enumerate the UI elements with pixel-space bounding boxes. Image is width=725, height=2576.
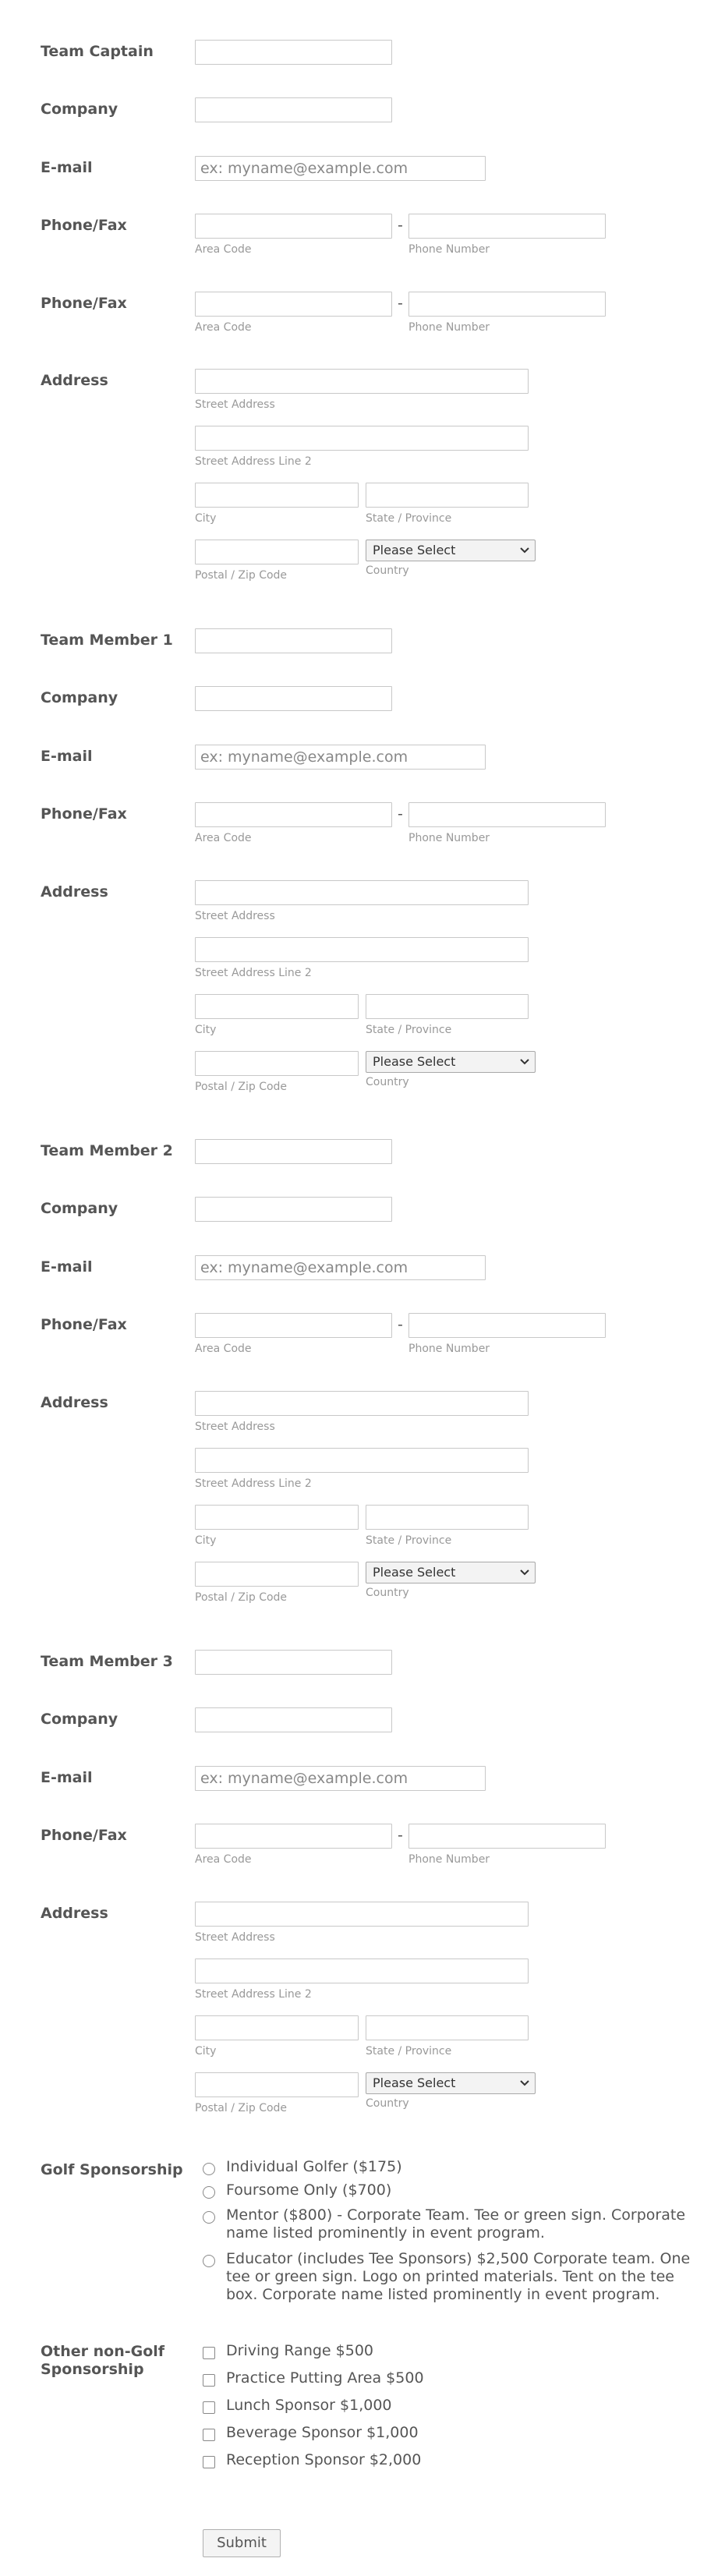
captain-fax-area-code-input[interactable] [195, 292, 392, 317]
street-sublabel: Street Address [195, 398, 275, 411]
nongolf-option-3-label[interactable]: Lunch Sponsor $1,000 [226, 2397, 392, 2414]
member3-phone-number-input[interactable] [408, 1824, 606, 1849]
area-code-sublabel: Area Code [195, 1343, 252, 1355]
captain-fax-number-input[interactable] [408, 292, 606, 317]
golf-option-3-radio[interactable] [203, 2211, 215, 2224]
phone-number-sublabel: Phone Number [408, 1343, 490, 1355]
select-value: Please Select [373, 543, 456, 557]
zip-sublabel: Postal / Zip Code [195, 2102, 288, 2114]
member2-email-input[interactable]: ex: myname@example.com [195, 1255, 486, 1280]
member2-email-label: E-mail [41, 1258, 93, 1276]
street-sublabel: Street Address [195, 910, 275, 922]
city-sublabel: City [195, 1024, 217, 1036]
zip-sublabel: Postal / Zip Code [195, 1591, 288, 1604]
team-member-1-input[interactable] [195, 628, 392, 653]
golf-sponsorship-label: Golf Sponsorship [41, 2161, 183, 2178]
captain-email-input[interactable]: ex: myname@example.com [195, 156, 486, 181]
member3-state-input[interactable] [366, 2015, 529, 2040]
captain-city-input[interactable] [195, 483, 359, 508]
captain-country-select[interactable] [366, 540, 536, 561]
member1-phone-label: Phone/Fax [41, 805, 127, 823]
member3-email-label: E-mail [41, 1769, 93, 1786]
member2-city-input[interactable] [195, 1505, 359, 1530]
member1-city-input[interactable] [195, 994, 359, 1019]
member2-state-input[interactable] [366, 1505, 529, 1530]
phone-separator: - [398, 1316, 403, 1333]
street2-sublabel: Street Address Line 2 [195, 455, 312, 468]
phone-separator: - [398, 295, 403, 312]
member1-address-label: Address [41, 883, 108, 901]
member1-company-label: Company [41, 689, 118, 706]
nongolf-option-2-checkbox[interactable] [203, 2374, 215, 2387]
nongolf-option-1-checkbox[interactable] [203, 2347, 215, 2359]
member2-address-label: Address [41, 1394, 108, 1411]
golf-option-2-radio[interactable] [203, 2186, 215, 2199]
nongolf-option-2-label[interactable]: Practice Putting Area $500 [226, 2369, 424, 2387]
member1-zip-input[interactable] [195, 1051, 359, 1076]
member1-street2-input[interactable] [195, 937, 529, 962]
member1-email-input[interactable]: ex: myname@example.com [195, 745, 486, 770]
phone-number-sublabel: Phone Number [408, 832, 490, 844]
street2-sublabel: Street Address Line 2 [195, 1988, 312, 2001]
city-sublabel: City [195, 512, 217, 525]
country-sublabel: Country [366, 2097, 409, 2110]
team-member-1-label: Team Member 1 [41, 632, 173, 649]
city-sublabel: City [195, 1534, 217, 1547]
captain-phone-label: Phone/Fax [41, 217, 127, 234]
nongolf-option-4-checkbox[interactable] [203, 2429, 215, 2441]
member3-phone-label: Phone/Fax [41, 1827, 127, 1844]
captain-street-input[interactable] [195, 369, 529, 394]
phone-separator: - [398, 1827, 403, 1844]
nongolf-sponsorship-label: Other non-Golf Sponsorship [41, 2343, 165, 2378]
state-sublabel: State / Province [366, 1024, 452, 1036]
street-sublabel: Street Address [195, 1931, 275, 1944]
street-sublabel: Street Address [195, 1421, 275, 1433]
zip-sublabel: Postal / Zip Code [195, 569, 288, 582]
team-member-3-input[interactable] [195, 1650, 392, 1675]
member2-phone-label: Phone/Fax [41, 1316, 127, 1333]
city-sublabel: City [195, 2045, 217, 2058]
country-sublabel: Country [366, 1076, 409, 1088]
nongolf-option-3-checkbox[interactable] [203, 2401, 215, 2414]
phone-separator: - [398, 805, 403, 823]
state-sublabel: State / Province [366, 1534, 452, 1547]
area-code-sublabel: Area Code [195, 321, 252, 334]
member3-street2-input[interactable] [195, 1959, 529, 1983]
member1-state-input[interactable] [366, 994, 529, 1019]
select-value: Please Select [373, 1054, 456, 1069]
area-code-sublabel: Area Code [195, 1853, 252, 1866]
captain-email-label: E-mail [41, 159, 93, 176]
member3-email-input[interactable]: ex: myname@example.com [195, 1766, 486, 1791]
captain-phone-area-code-input[interactable] [195, 214, 392, 239]
phone-number-sublabel: Phone Number [408, 321, 490, 334]
street2-sublabel: Street Address Line 2 [195, 1477, 312, 1490]
team-member-2-label: Team Member 2 [41, 1142, 173, 1159]
state-sublabel: State / Province [366, 2045, 452, 2058]
team-member-2-input[interactable] [195, 1139, 392, 1164]
member2-street-input[interactable] [195, 1391, 529, 1416]
member1-country-select[interactable] [366, 1051, 536, 1073]
member3-company-input[interactable] [195, 1707, 392, 1732]
nongolf-option-5-label[interactable]: Reception Sponsor $2,000 [226, 2451, 422, 2468]
member2-country-select[interactable] [366, 1562, 536, 1583]
member2-zip-input[interactable] [195, 1562, 359, 1587]
chevron-down-icon [520, 547, 529, 554]
street2-sublabel: Street Address Line 2 [195, 967, 312, 979]
phone-separator: - [398, 217, 403, 234]
nongolf-option-1-label[interactable]: Driving Range $500 [226, 2342, 373, 2359]
phone-number-sublabel: Phone Number [408, 1853, 490, 1866]
member1-email-label: E-mail [41, 748, 93, 765]
member1-street-input[interactable] [195, 880, 529, 905]
captain-address-label: Address [41, 372, 108, 389]
captain-phone-number-input[interactable] [408, 214, 606, 239]
nongolf-option-5-checkbox[interactable] [203, 2456, 215, 2468]
chevron-down-icon [520, 2079, 529, 2087]
area-code-sublabel: Area Code [195, 243, 252, 256]
submit-button[interactable]: Submit [203, 2529, 281, 2557]
member1-phone-number-input[interactable] [408, 802, 606, 827]
golf-option-1-label[interactable]: Individual Golfer ($175) [226, 2158, 402, 2175]
select-value: Please Select [373, 1565, 456, 1580]
member2-phone-area-code-input[interactable] [195, 1313, 392, 1338]
golf-option-3-label[interactable]: Mentor ($800) - Corporate Team. Tee or green sign. Corporate name listed prominently in event program. [226, 2206, 686, 2242]
member1-company-input[interactable] [195, 686, 392, 711]
nongolf-option-4-label[interactable]: Beverage Sponsor $1,000 [226, 2424, 419, 2441]
member3-country-select[interactable] [366, 2072, 536, 2094]
country-sublabel: Country [366, 1587, 409, 1599]
member2-phone-number-input[interactable] [408, 1313, 606, 1338]
golf-option-4-label[interactable]: Educator (includes Tee Sponsors) $2,500 Corporate team. One tee or green sign. Logo on printed materials. Tent on the tee box. Corporate name listed prominently in event program. [226, 2250, 691, 2303]
member2-street2-input[interactable] [195, 1448, 529, 1473]
captain-fax-label: Phone/Fax [41, 295, 127, 312]
member3-zip-input[interactable] [195, 2072, 359, 2097]
member1-phone-area-code-input[interactable] [195, 802, 392, 827]
chevron-down-icon [520, 1058, 529, 1066]
captain-company-input[interactable] [195, 97, 392, 122]
golf-option-2-label[interactable]: Foursome Only ($700) [226, 2181, 392, 2199]
captain-company-label: Company [41, 101, 118, 118]
captain-zip-input[interactable] [195, 540, 359, 564]
member3-street-input[interactable] [195, 1902, 529, 1927]
team-captain-label: Team Captain [41, 43, 154, 60]
member2-company-input[interactable] [195, 1197, 392, 1222]
team-captain-input[interactable] [195, 40, 392, 65]
zip-sublabel: Postal / Zip Code [195, 1081, 288, 1093]
member3-city-input[interactable] [195, 2015, 359, 2040]
captain-street2-input[interactable] [195, 426, 529, 451]
phone-number-sublabel: Phone Number [408, 243, 490, 256]
country-sublabel: Country [366, 564, 409, 577]
area-code-sublabel: Area Code [195, 832, 252, 844]
golf-option-1-radio[interactable] [203, 2163, 215, 2175]
golf-option-4-radio[interactable] [203, 2255, 215, 2267]
select-value: Please Select [373, 2075, 456, 2090]
captain-state-input[interactable] [366, 483, 529, 508]
member3-address-label: Address [41, 1905, 108, 1922]
chevron-down-icon [520, 1569, 529, 1576]
member3-phone-area-code-input[interactable] [195, 1824, 392, 1849]
member2-company-label: Company [41, 1200, 118, 1217]
team-member-3-label: Team Member 3 [41, 1653, 173, 1670]
member3-company-label: Company [41, 1711, 118, 1728]
state-sublabel: State / Province [366, 512, 452, 525]
